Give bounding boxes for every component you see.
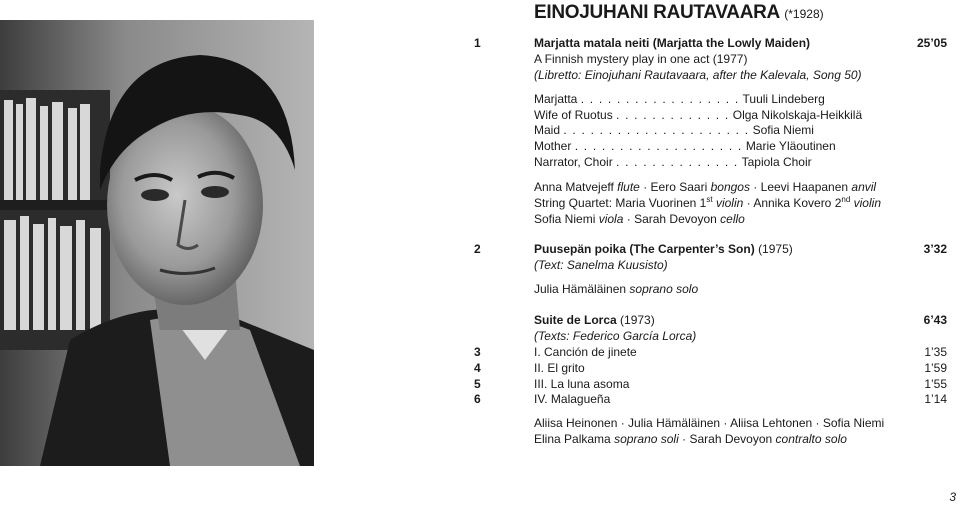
role-line: Maid . . . . . . . . . . . . . . . . . . . . . Sofia Niemi <box>534 123 814 137</box>
ensemble-line-3: Sofia Niemi viola · Sarah Devoyon cello <box>534 212 745 226</box>
role-line: Narrator, Choir . . . . . . . . . . . . . . Tapiola Choir <box>534 155 812 169</box>
suite-performers-1: Aliisa Heinonen · Julia Hämäläinen · Aliisa Lehtonen · Sofia Niemi <box>534 416 885 430</box>
track-duration-3: 1’35 <box>924 345 947 359</box>
page-number: 3 <box>949 490 956 504</box>
track-title-4: II. El grito <box>534 361 585 375</box>
composer-years: (*1928) <box>784 7 824 21</box>
work2-title-line: Puusepän poika (The Carpenter’s Son) (1975) <box>534 242 793 256</box>
track-title-3: I. Canción de jinete <box>534 345 637 359</box>
track-number-5: 5 <box>474 377 481 391</box>
work1-duration: 25’05 <box>916 36 947 50</box>
work1-title: Marjatta matala neiti (Marjatta the Lowly Maiden) <box>534 36 811 50</box>
work1-subtitle: A Finnish mystery play in one act (1977) <box>534 52 748 66</box>
track-duration-4: 1’59 <box>924 361 947 375</box>
role-line: Wife of Ruotus . . . . . . . . . . . . . Olga Nikolskaja-Heikkilä <box>534 108 863 122</box>
ensemble-line-2: String Quartet: Maria Vuorinen 1st violin · Annika Kovero 2nd violin <box>534 195 881 210</box>
composer-heading <box>534 0 824 27</box>
track-number-4: 4 <box>474 361 481 375</box>
role-line: Mother . . . . . . . . . . . . . . . . . . . Marie Yläoutinen <box>534 139 836 153</box>
role-line: Marjatta . . . . . . . . . . . . . . . . . . Tuuli Lindeberg <box>534 92 825 106</box>
suite-title-line: Suite de Lorca (1973) <box>534 313 655 327</box>
track-number-6: 6 <box>474 392 481 406</box>
suite-texts: (Texts: Federico García Lorca) <box>534 329 697 343</box>
track-duration-5: 1’55 <box>924 377 947 391</box>
ensemble-line-1: Anna Matvejeff flute · Eero Saari bongos · Leevi Haapanen anvil <box>534 180 877 194</box>
composer-name: EINOJUHANI RAUTAVAARA <box>534 2 780 23</box>
track-title-5: III. La luna asoma <box>534 377 630 391</box>
composer-photo <box>0 20 314 466</box>
track-number-3: 3 <box>474 345 481 359</box>
work1-libretto: (Libretto: Einojuhani Rautavaara, after the Kalevala, Song 50) <box>534 68 862 82</box>
suite-duration: 6’43 <box>923 313 947 327</box>
suite-performers-2: Elina Palkama soprano soli · Sarah Devoyon contralto solo <box>534 432 847 446</box>
track-number-2: 2 <box>474 242 481 256</box>
track-title-6: IV. Malagueña <box>534 392 611 406</box>
work2-text: (Text: Sanelma Kuusisto) <box>534 258 668 272</box>
work2-performer: Julia Hämäläinen soprano solo <box>534 282 699 296</box>
work2-duration: 3’32 <box>923 242 947 256</box>
track-number-1: 1 <box>474 36 481 50</box>
track-duration-6: 1’14 <box>924 392 947 406</box>
